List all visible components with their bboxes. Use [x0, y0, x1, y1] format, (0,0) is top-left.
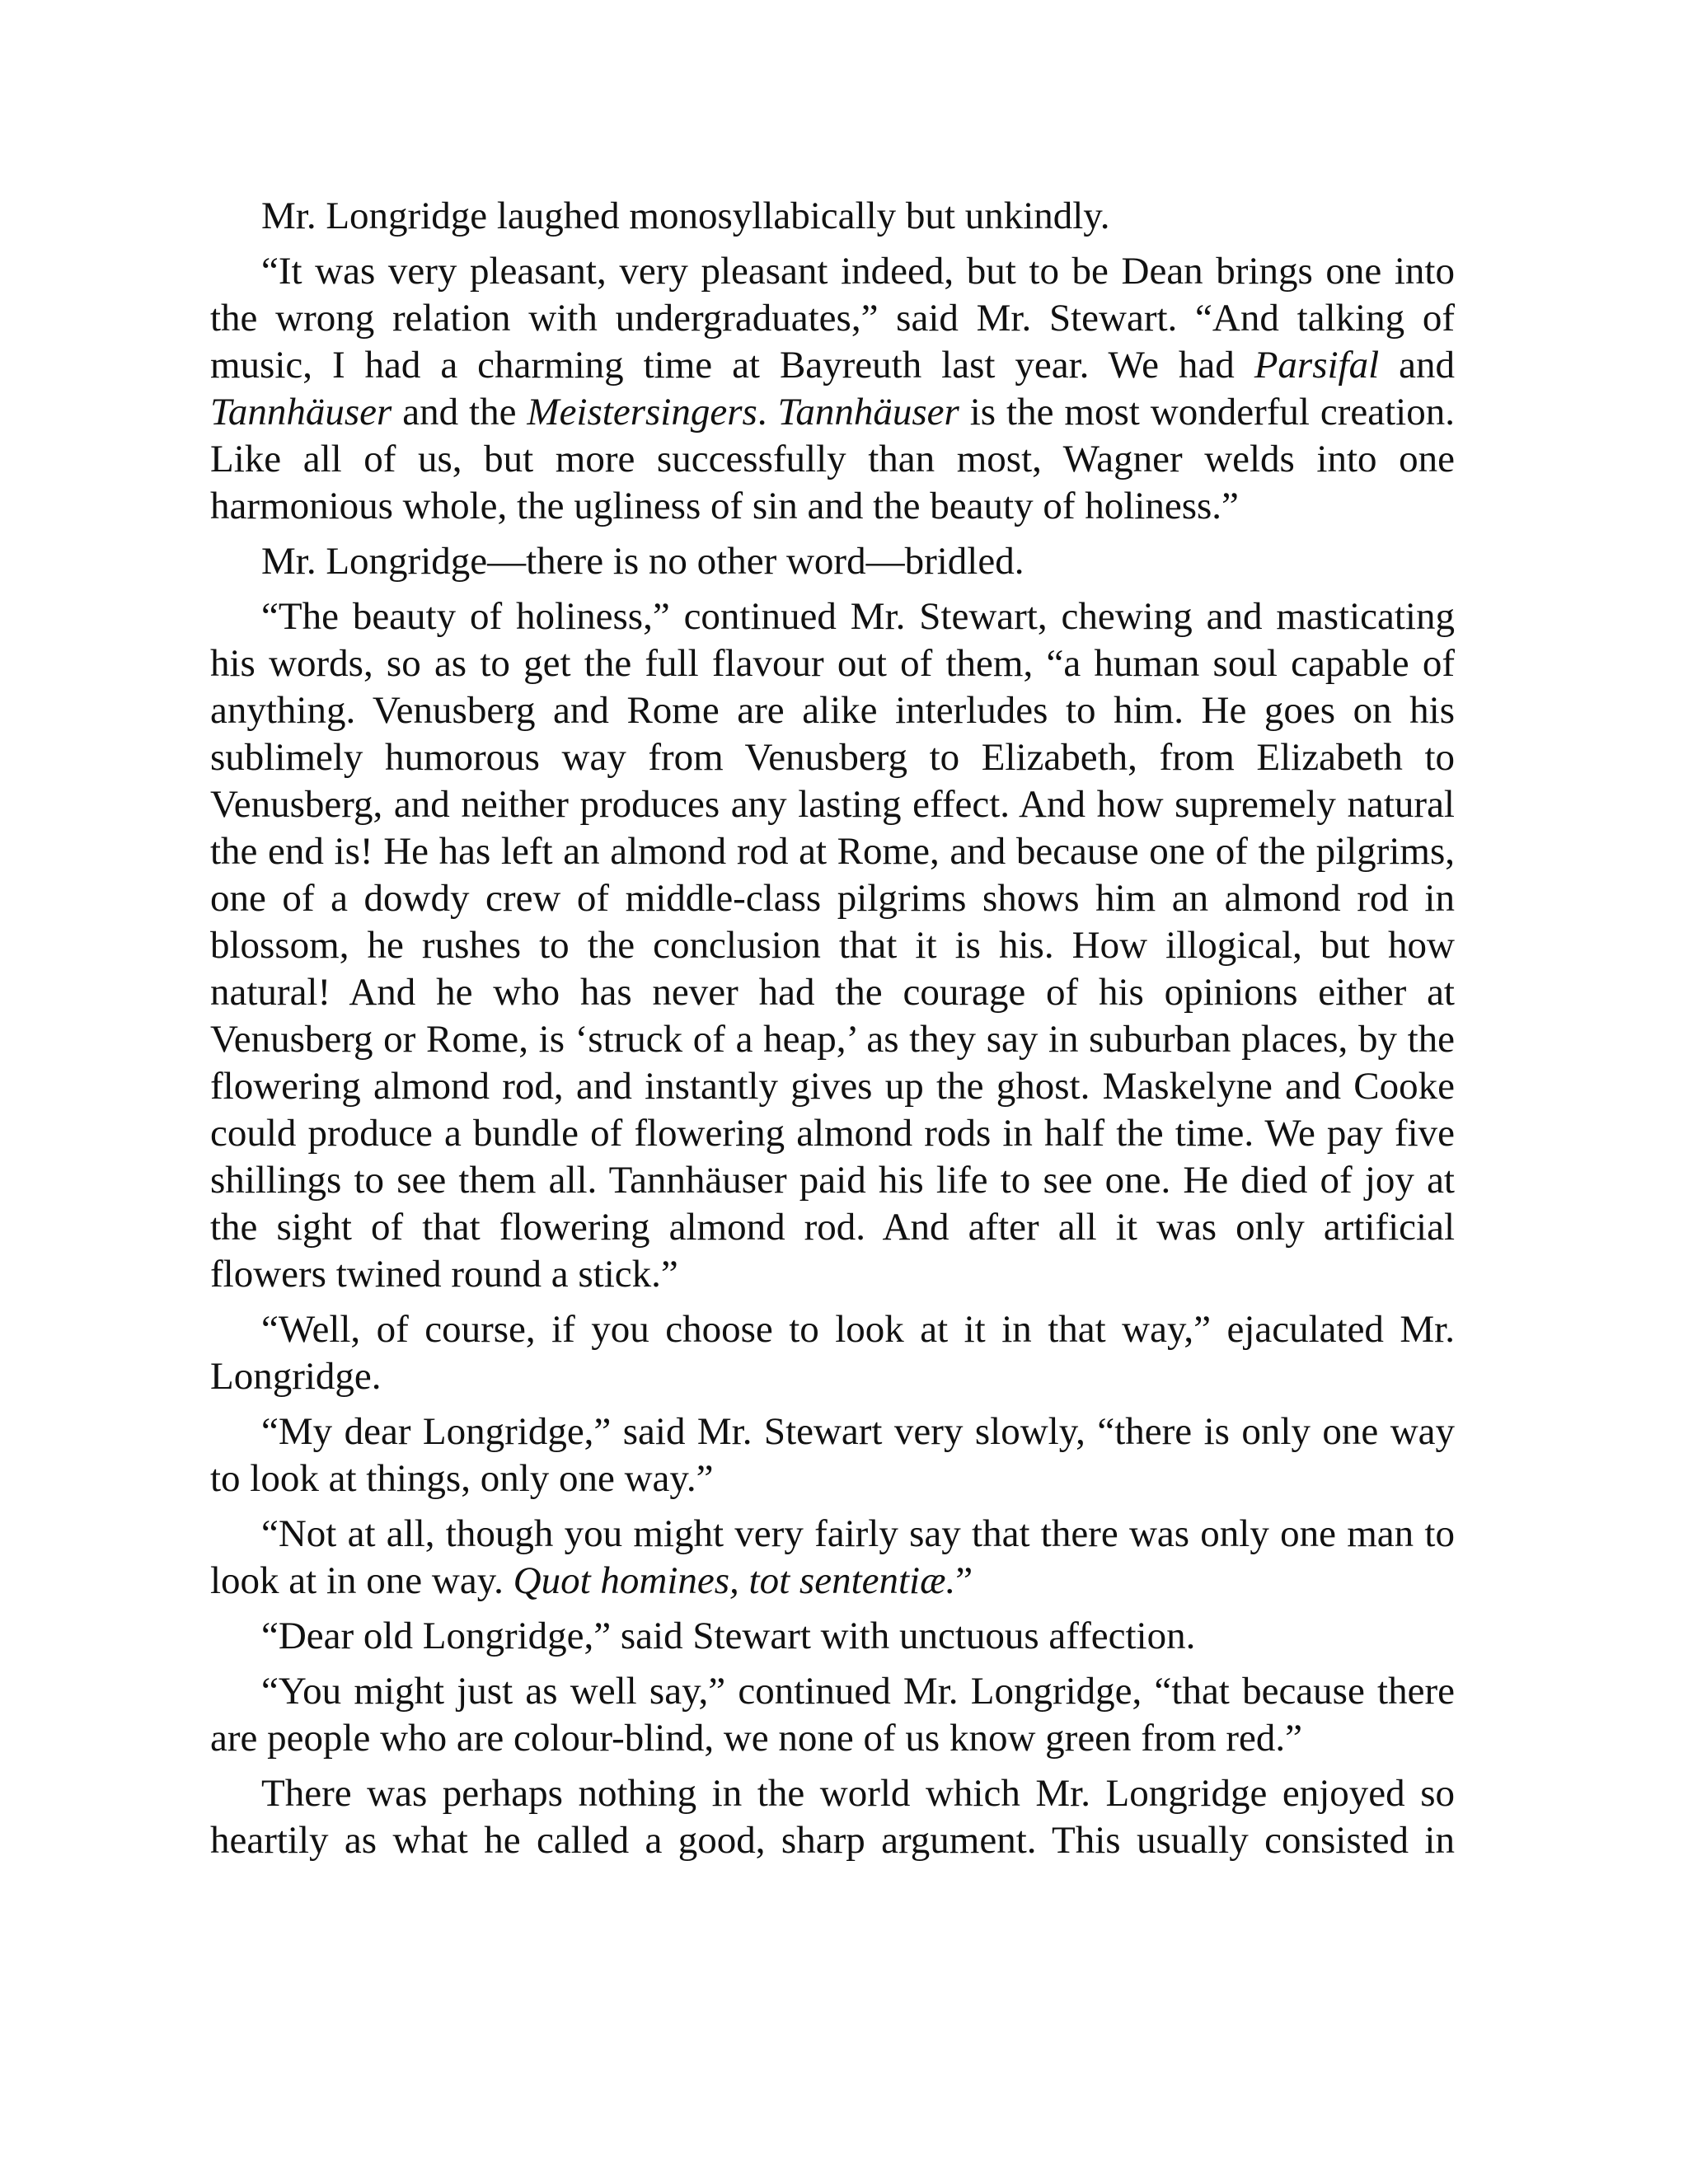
book-page [210, 193, 1455, 1872]
text-run: and [1379, 344, 1455, 387]
text-run: ” [955, 1559, 973, 1602]
text-run: and the [392, 391, 528, 434]
paragraph [210, 1770, 1455, 1864]
paragraph [210, 193, 1455, 240]
text-run: . [757, 391, 778, 434]
paragraph [210, 1408, 1455, 1502]
paragraph [210, 593, 1455, 1298]
text-run: “Dear old Longridge,” said Stewart with unctuous affection. [261, 1615, 1196, 1657]
text-run: “The beauty of holiness,” continued Mr. Stewart, chewing and masticating his words, so as to get the full flavour out of them, “a human soul capable of anything. Venusberg and Rome are alike interludes to him. He goes on his sublimely humorous way from Venusberg to Elizabeth, from Elizabeth to Venusberg, and neither produces any lasting effect. And how supremely natural the end is! He has left an almond rod at Rome, and because one of the pilgrims, one of a dowdy crew of middle-class pilgrims shows him an almond rod in blossom, he rushes to the conclusion that it is his. How illogical, but how natural! And he who has never had the courage of his opinions either at Venusberg or Rome, is ‘struck of a heap,’ as they say in suburban places, by the flowering almond rod, and instantly gives up the ghost. Maskelyne and Cooke could produce a bundle of flowering almond rods in half the time. We pay five shillings to see them all. Tannhäuser paid his life to see one. He died of joy at the sight of that flowering almond rod. And after all it was only artificial flowers twined round a stick.” [210, 595, 1455, 1296]
italic-text: Parsifal [1254, 344, 1380, 387]
paragraph [210, 538, 1455, 585]
text-run: Mr. Longridge laughed monosyllabically but unkindly. [261, 194, 1110, 237]
italic-text: Meistersingers [527, 391, 757, 434]
text-run: Mr. Longridge—there is no other word—bridled. [261, 540, 1025, 583]
text-run: “You might just as well say,” continued Mr. Longridge, “that because there are people who are colour-blind, we none of us know green from red.” [210, 1670, 1455, 1760]
text-run: is the most wonderful creation. Like all of us, but more successfully than most, Wagner welds into one harmonious whole, the ugliness of sin and the beauty of holiness.” [210, 391, 1455, 527]
italic-text: Quot homines, tot sententiæ. [513, 1559, 956, 1602]
italic-text: Tannhäuser [777, 391, 959, 434]
paragraph [210, 1306, 1455, 1400]
text-run: “Not at all, though you might very fairly say that there was only one man to look at in one way. [210, 1512, 1455, 1602]
paragraph [210, 1613, 1455, 1660]
text-run: “It was very pleasant, very pleasant indeed, but to be Dean brings one into the wrong relation with undergraduates,” said Mr. Stewart. “And talking of music, I had a charming time at Bayreuth last year. We had [210, 250, 1455, 387]
italic-text: Tannhäuser [210, 391, 392, 434]
text-run: There was perhaps nothing in the world which Mr. Longridge enjoyed so heartily as what he called a good, sharp argument. This usually consisted in [210, 1772, 1455, 1862]
text-run: “Well, of course, if you choose to look at it in that way,” ejaculated Mr. Longridge. [210, 1308, 1455, 1398]
paragraph [210, 1511, 1455, 1605]
text-run: “My dear Longridge,” said Mr. Stewart very slowly, “there is only one way to look at things, only one way.” [210, 1410, 1455, 1500]
paragraph [210, 1668, 1455, 1762]
paragraph [210, 248, 1455, 530]
